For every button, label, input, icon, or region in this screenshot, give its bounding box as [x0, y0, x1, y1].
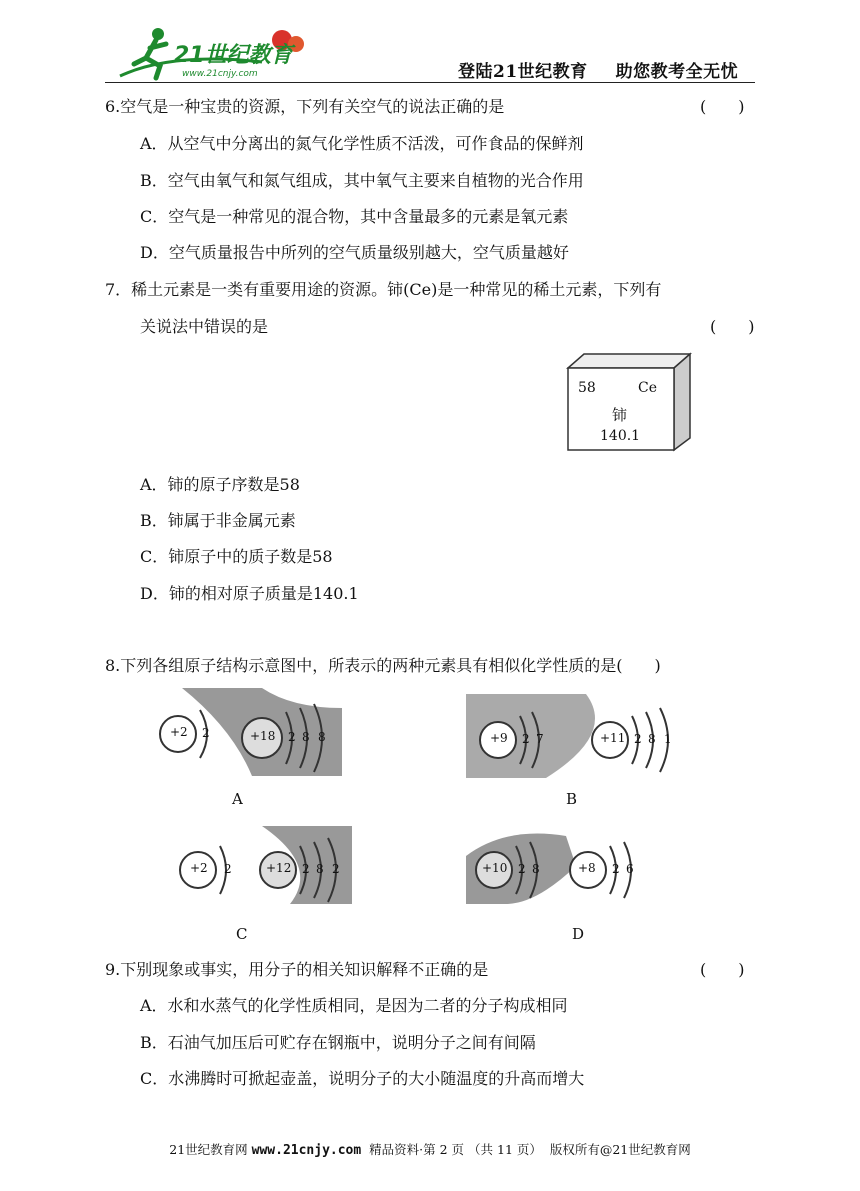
logo-text: 21世纪教育	[174, 43, 293, 68]
q9-stem: 9.下别现象或事实，用分子的相关知识解释不正确的是	[105, 960, 489, 979]
atom-d2-shell-2: 6	[626, 862, 634, 876]
atom-c1-shell-1: 2	[224, 862, 232, 876]
q8-stem: 8.下列各组原子结构示意图中，所表示的两种元素具有相似化学性质的是( )	[105, 656, 661, 675]
atom-c2-shell-2: 8	[316, 862, 324, 876]
q6-option-c: C．空气是一种常见的混合物，其中含量最多的元素是氧元素	[140, 207, 569, 226]
atom-diagram-a	[142, 688, 342, 776]
atom-d1-shell-1: 2	[518, 862, 526, 876]
header-rule	[105, 82, 755, 83]
diagram-label-b: B	[566, 790, 578, 808]
q6-option-a: A．从空气中分离出的氮气化学性质不活泼，可作食品的保鲜剂	[140, 134, 584, 153]
atom-c2-shell-1: 2	[302, 862, 310, 876]
atom-a1-shell-1: 2	[202, 726, 210, 740]
element-mass: 140.1	[600, 428, 641, 444]
q7-option-c: C．铈原子中的质子数是58	[140, 547, 333, 566]
page-footer	[0, 1140, 860, 1158]
atom-b1-shell-1: 2	[522, 732, 530, 746]
atom-c2-nucleus: +12	[266, 861, 292, 875]
q6-option-b: B．空气由氧气和氮气组成，其中氧气主要来自植物的光合作用	[140, 171, 584, 190]
atom-d2-shell-1: 2	[612, 862, 620, 876]
q7-option-a: A．铈的原子序数是58	[140, 475, 300, 494]
atom-d2-nucleus: +8	[578, 861, 596, 875]
slogan-right: 助您教考全无忧	[615, 62, 739, 82]
atom-b2-nucleus: +11	[600, 731, 626, 745]
atom-c1-nucleus: +2	[190, 861, 208, 875]
q7-option-b: B．铈属于非金属元素	[140, 511, 296, 530]
diagram-label-c: C	[236, 925, 248, 943]
q7-stem-line2: 关说法中错误的是	[140, 317, 269, 336]
atom-b2-shell-1: 2	[634, 732, 642, 746]
q6-option-d: D．空气质量报告中所列的空气质量级别越大，空气质量越好	[140, 243, 569, 262]
q9-option-a: A．水和水蒸气的化学性质相同，是因为二者的分子构成相同	[140, 996, 568, 1015]
q6-stem: 6.空气是一种宝贵的资源，下列有关空气的说法正确的是	[105, 97, 505, 116]
q7-answer-paren: ( )	[710, 317, 755, 336]
q9-option-b: B．石油气加压后可贮存在钢瓶中，说明分子之间有间隔	[140, 1033, 536, 1052]
atom-b1-nucleus: +9	[490, 731, 508, 745]
atom-d1-nucleus: +10	[482, 861, 508, 875]
atom-a2-shell-1: 2	[288, 730, 296, 744]
atom-b2-shell-3: 1	[664, 732, 672, 746]
footer-site: 21世纪教育网	[169, 1142, 248, 1157]
q7-option-d: D．铈的相对原子质量是140.1	[140, 584, 359, 603]
footer-page-info: 精品资料·第 2 页 （共 11 页）	[369, 1142, 542, 1157]
q9-option-c: C．水沸腾时可掀起壶盖，说明分子的大小随温度的升高而增大	[140, 1069, 585, 1088]
atom-diagram-d	[466, 826, 662, 904]
atom-diagram-b	[466, 694, 684, 778]
atom-c2-shell-3: 2	[332, 862, 340, 876]
q6-answer-paren: ( )	[700, 97, 745, 116]
element-name: 铈	[612, 406, 628, 424]
footer-url[interactable]: www.21cnjy.com	[251, 1143, 362, 1158]
diagram-label-a: A	[232, 790, 243, 808]
element-number: 58	[578, 380, 596, 396]
diagram-label-d: D	[572, 925, 585, 943]
atom-a2-shell-2: 8	[302, 730, 310, 744]
header-slogan	[458, 57, 738, 82]
site-logo	[112, 22, 312, 82]
atom-a2-shell-3: 8	[318, 730, 326, 744]
atom-diagram-c	[170, 826, 352, 904]
q7-stem-line1: 7．稀土元素是一类有重要用途的资源。铈(Ce)是一种常见的稀土元素，下列有	[105, 280, 662, 299]
slogan-left: 登陆21世纪教育	[458, 62, 588, 82]
logo-url: www.21cnjy.com	[182, 69, 258, 79]
element-symbol: Ce	[638, 380, 657, 396]
atom-b1-shell-2: 7	[536, 732, 544, 746]
atom-a2-nucleus: +18	[250, 729, 276, 743]
element-card	[566, 352, 696, 456]
footer-copyright: 版权所有@21世纪教育网	[549, 1142, 691, 1157]
atom-d1-shell-2: 8	[532, 862, 540, 876]
q9-answer-paren: ( )	[700, 960, 745, 979]
atom-a1-nucleus: +2	[170, 725, 188, 739]
atom-b2-shell-2: 8	[648, 732, 656, 746]
